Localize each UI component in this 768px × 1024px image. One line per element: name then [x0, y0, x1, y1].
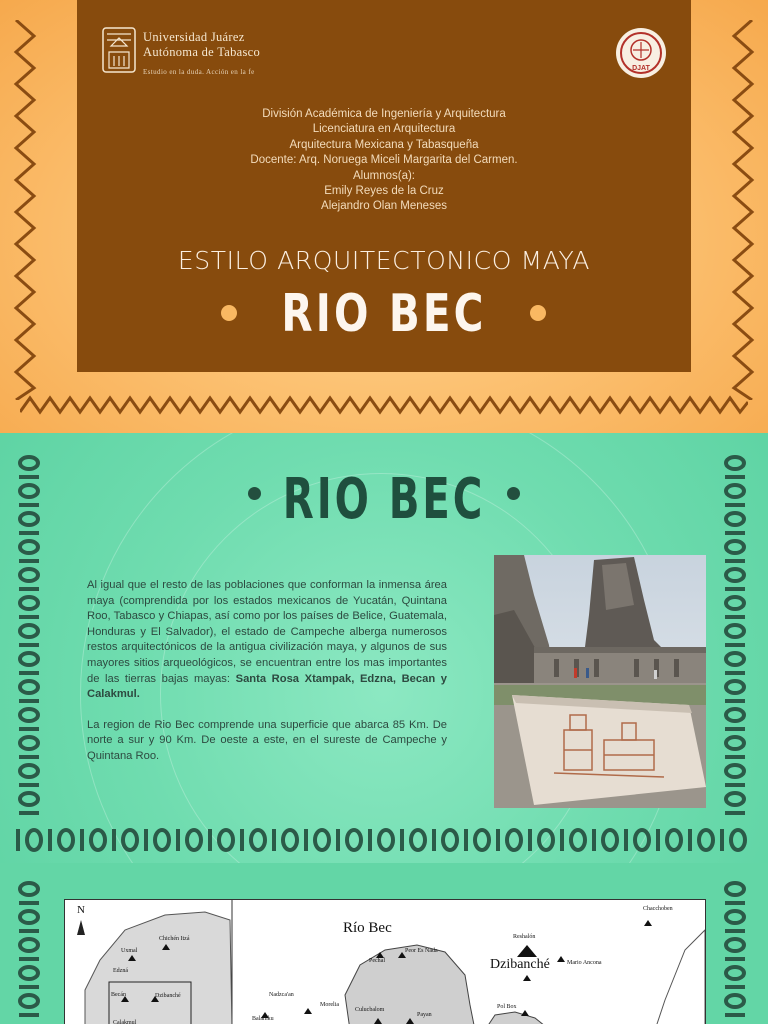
map-label: Chichén Itzá — [159, 936, 190, 942]
university-motto: Estudio en la duda. Acción en la fe — [143, 68, 255, 76]
content-body — [87, 578, 447, 780]
map-label: Reshalón — [513, 934, 536, 940]
university-crest-icon — [99, 24, 139, 78]
map-label-dzibanche: Dzibanché — [490, 957, 550, 972]
title-dot-left — [221, 305, 237, 321]
map-label: Pol Box — [497, 1004, 517, 1010]
map-drawing — [65, 900, 705, 1024]
map-title: Río Bec — [343, 920, 392, 936]
division-seal-icon — [614, 26, 668, 80]
map-label: Chacchoben — [643, 906, 673, 912]
paragraph-1-text: Al igual que el resto de las poblaciones que conforman la inmensa área maya (comprendida por los estados mexicanos de Yucatán, Quintana Roo, Tabasco y Chiapas, así como por los países de Belice, Guatemala, Honduras y El Salvador), el estado de Campeche alberga numerosos restos arquitectónicos de la antigua civilización maya, y algunos de sus mayores sitios arqueológicos, se encuentran entre los mas importantes de las tierras bajas mayas: — [87, 579, 447, 685]
division-seal-text: DJAT — [632, 65, 650, 72]
left-zigzag-border — [12, 20, 40, 400]
map-label: Nadzca'an — [269, 992, 294, 998]
content-title: RIO BEC — [282, 467, 486, 532]
map-label: Mario Ancona — [567, 960, 602, 966]
bottom-chain-border — [14, 825, 754, 855]
map-label: Payan — [417, 1012, 432, 1018]
rio-bec-map — [64, 899, 706, 1024]
title-dot-right — [507, 487, 520, 500]
info-line: Licenciatura en Arquitectura — [312, 123, 456, 136]
map-label: Culucbalom — [355, 1007, 385, 1013]
title-slide — [0, 0, 768, 433]
info-line: Arquitectura Mexicana y Tabasqueña — [289, 138, 479, 151]
map-label: Edzná — [113, 968, 128, 974]
slide-subtitle: ESTILO ARQUITECTONICO MAYA — [177, 246, 591, 275]
university-name-line1: Universidad Juárez — [143, 30, 245, 44]
right-chain-border — [720, 877, 750, 1024]
info-line: División Académica de Ingeniería y Arquitectura — [262, 108, 506, 120]
content-slide — [0, 433, 768, 863]
map-label: Balamku — [252, 1016, 274, 1022]
info-line: Emily Reyes de la Cruz — [324, 185, 444, 198]
map-label: Uxmal — [121, 948, 138, 954]
info-line: Alejandro Olan Meneses — [321, 200, 447, 213]
north-arrow-icon — [77, 920, 85, 935]
paragraph-1-sites: Santa Rosa Xtampak, Edzna, Becan y Calakmul. — [87, 672, 447, 701]
bottom-zigzag-border — [20, 392, 748, 416]
map-slide — [0, 863, 768, 1024]
map-north-label: N — [77, 904, 85, 916]
university-name-line2: Autónoma de Tabasco — [143, 45, 261, 59]
title-dot-right — [530, 305, 546, 321]
maya-ruins-photo — [494, 555, 706, 808]
left-chain-border — [14, 451, 44, 831]
right-chain-border — [720, 451, 750, 831]
map-label: Becán — [111, 992, 126, 998]
map-label: Peor Es Nada — [405, 948, 438, 954]
map-label: Pechal — [369, 958, 385, 964]
slide-title: RIO BEC — [281, 284, 487, 344]
left-chain-border — [14, 877, 44, 1024]
paragraph-2: La region de Rio Bec comprende una superficie que abarca 85 Km. De norte a sur y 90 Km. De oeste a este, en el sureste de Campeche y Quintana Roo. — [87, 718, 447, 762]
map-label: Morelia — [320, 1002, 339, 1008]
course-info — [77, 107, 691, 215]
paragraph-1 — [87, 578, 447, 703]
map-label: Dzibanché — [155, 993, 181, 999]
info-line: Docente: Arq. Noruega Miceli Margarita del Carmen. — [250, 154, 518, 167]
info-line: Alumnos(a): — [353, 169, 415, 182]
title-panel — [77, 0, 691, 372]
map-label: Calakmul — [113, 1020, 137, 1024]
right-zigzag-border — [728, 20, 756, 400]
university-logo — [99, 24, 279, 84]
